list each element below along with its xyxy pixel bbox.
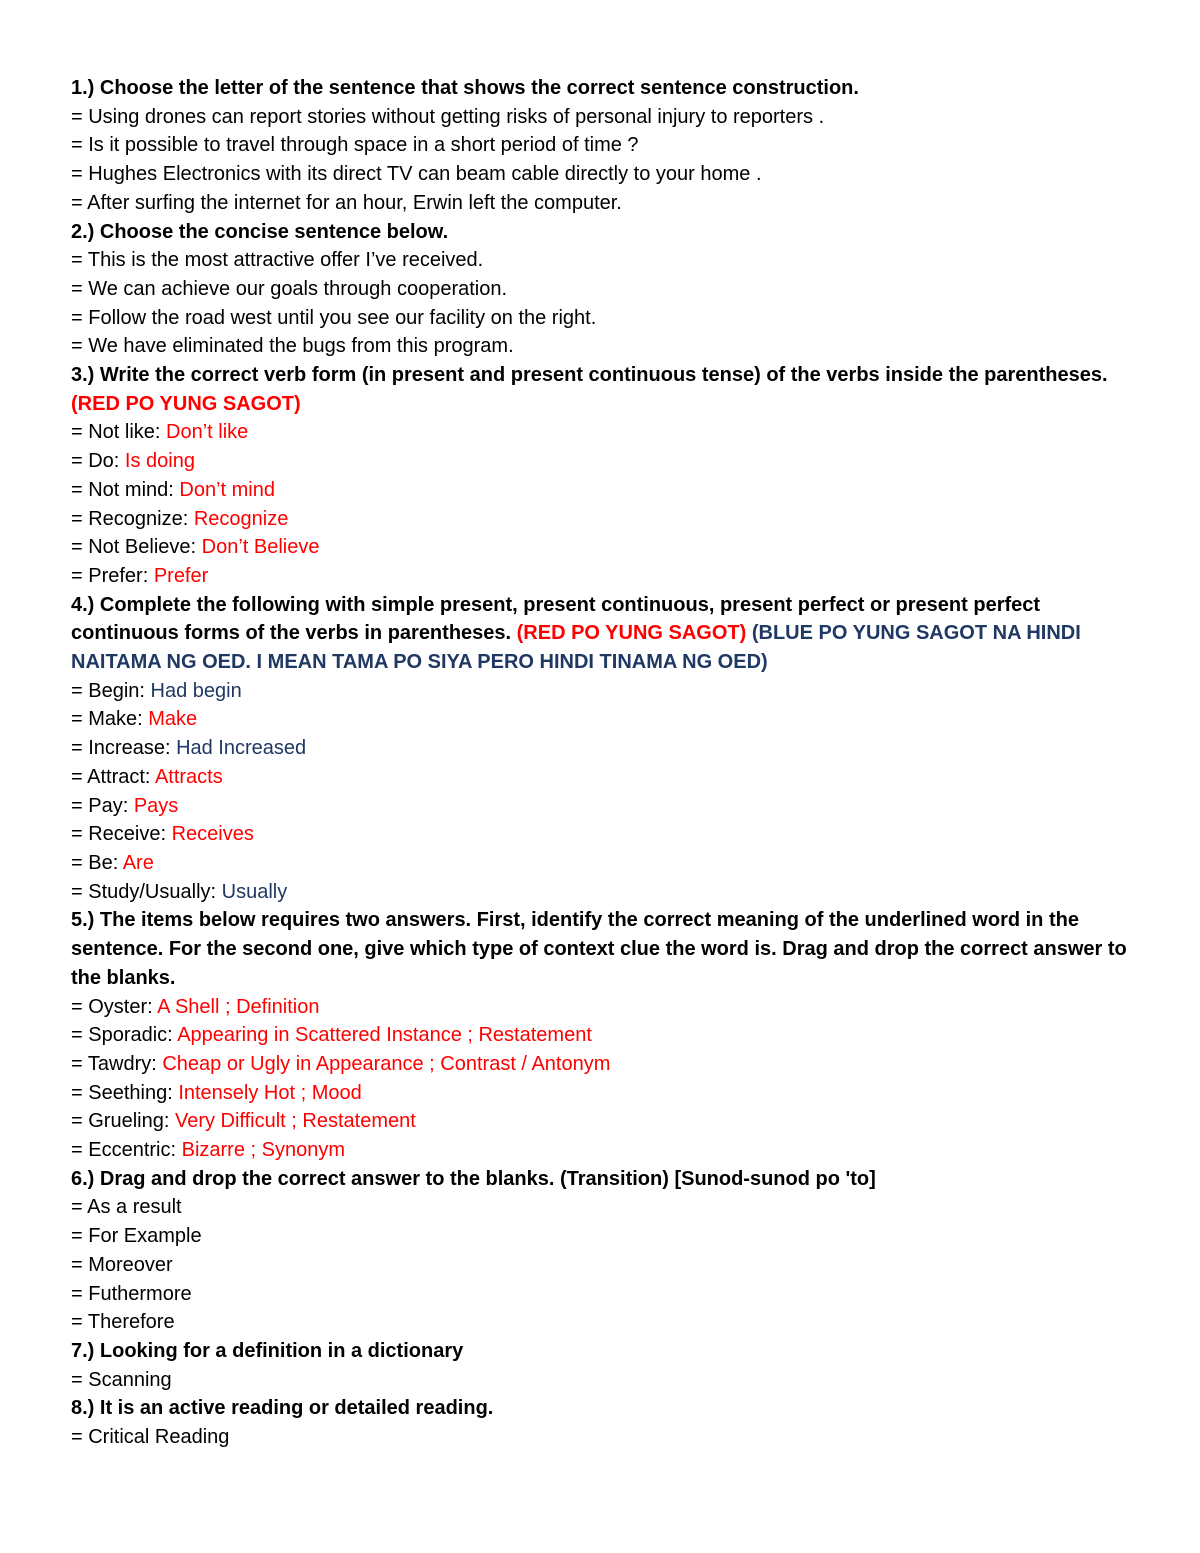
question-6-item: = As a result	[71, 1196, 182, 1219]
question-5-title: 5.) The items below requires two answers. First, identify the correct meaning of the underlined word in the sentence. For the second one, give which type of context clue the word is. Drag and drop the correct answer to the blanks.	[71, 909, 1127, 989]
item-answer: Intensely Hot ; Mood	[178, 1081, 362, 1104]
item-label: = Not mind:	[71, 478, 180, 501]
question-3-title	[71, 361, 1151, 418]
question-4-item	[71, 763, 1151, 792]
item-label: = Pay:	[71, 794, 134, 817]
question-6-item: = Moreover	[71, 1253, 173, 1276]
item-label: = Not Believe:	[71, 536, 202, 559]
question-6-text: 6.) Drag and drop the correct answer to the blanks.	[71, 1167, 555, 1190]
question-1-option: = Is it possible to travel through space in a short period of time ?	[71, 134, 639, 157]
item-answer: Don’t Believe	[201, 536, 320, 559]
item-answer: Don’t like	[166, 421, 249, 444]
question-3-text: 3.) Write the correct verb form (in present and present continuous tense) of the verbs inside the parentheses.	[71, 364, 1108, 387]
item-label: = Grueling:	[71, 1110, 175, 1133]
item-label: = Receive:	[71, 823, 172, 846]
item-answer: Pays	[133, 794, 179, 817]
document-page	[71, 74, 1151, 1452]
question-4-item	[71, 677, 1151, 706]
item-answer: Don’t mind	[179, 478, 275, 501]
question-5-item	[71, 1021, 1151, 1050]
question-4-item	[71, 820, 1151, 849]
question-3-item	[71, 476, 1151, 505]
item-label: = Study/Usually:	[71, 880, 222, 903]
question-4-item	[71, 734, 1151, 763]
question-5-item	[71, 1107, 1151, 1136]
question-5-item	[71, 1079, 1151, 1108]
item-answer: Had Increased	[176, 737, 307, 760]
question-7-answer: = Scanning	[71, 1368, 172, 1391]
item-label: = Tawdry:	[71, 1052, 163, 1075]
question-3-item	[71, 505, 1151, 534]
item-label: = Prefer:	[71, 564, 154, 587]
item-label: = Make:	[71, 708, 149, 731]
item-answer: A Shell ; Definition	[157, 995, 320, 1018]
question-6-title	[71, 1165, 1151, 1194]
item-answer: Very Difficult ; Restatement	[174, 1110, 416, 1133]
question-4-item	[71, 878, 1151, 907]
item-answer: Is doing	[124, 450, 195, 473]
question-2-option: = We have eliminated the bugs from this program.	[71, 335, 514, 358]
question-3-item	[71, 418, 1151, 447]
item-label: = Sporadic:	[71, 1024, 178, 1047]
item-answer: Had begin	[150, 679, 242, 702]
question-6-item: = For Example	[71, 1225, 202, 1248]
question-6-item: = Futhermore	[71, 1282, 192, 1305]
item-answer: Bizarre ; Synonym	[181, 1139, 345, 1162]
item-answer: Usually	[221, 880, 288, 903]
question-5-item	[71, 993, 1151, 1022]
item-answer: Prefer	[153, 564, 209, 587]
item-answer: Appearing in Scattered Instance ; Restatement	[177, 1024, 592, 1047]
question-3-item	[71, 533, 1151, 562]
item-answer: Are	[122, 851, 154, 874]
item-answer: Cheap or Ugly in Appearance ; Contrast / Antonym	[162, 1052, 611, 1075]
question-1-option: = After surfing the internet for an hour, Erwin left the computer.	[71, 191, 622, 214]
item-label: = Do:	[71, 450, 125, 473]
question-4-title	[71, 591, 1151, 677]
item-label: = Recognize:	[71, 507, 194, 530]
item-label: = Oyster:	[71, 995, 158, 1018]
item-answer: Receives	[171, 823, 254, 846]
question-2-option: = This is the most attractive offer I’ve received.	[71, 249, 484, 272]
item-answer: Make	[148, 708, 198, 731]
item-label: = Not like:	[71, 421, 167, 444]
question-5-item	[71, 1050, 1151, 1079]
blue-answer-note: (BLUE PO YUNG SAGOT NA HINDI NAITAMA NG OED. I MEAN TAMA PO SIYA PERO HINDI TINAMA NG OED)	[71, 622, 1081, 674]
question-3-item	[71, 562, 1151, 591]
question-4-item	[71, 849, 1151, 878]
question-4-item	[71, 792, 1151, 821]
red-answer-note: (RED PO YUNG SAGOT)	[71, 392, 301, 415]
question-2-option: = Follow the road west until you see our facility on the right.	[71, 306, 597, 329]
red-answer-note: (RED PO YUNG SAGOT)	[516, 622, 747, 645]
item-label: = Begin:	[71, 679, 151, 702]
item-label: = Seething:	[71, 1081, 179, 1104]
question-1-option: = Using drones can report stories without getting risks of personal injury to reporters .	[71, 105, 825, 128]
question-1-title: 1.) Choose the letter of the sentence that shows the correct sentence construction.	[71, 77, 859, 99]
item-label: = Be:	[71, 851, 123, 874]
item-label: = Eccentric:	[71, 1139, 182, 1162]
question-7-title: 7.) Looking for a definition in a dictionary	[71, 1339, 464, 1362]
item-answer: Attracts	[154, 765, 223, 788]
question-6-item: = Therefore	[71, 1311, 175, 1334]
item-label: = Attract:	[71, 765, 155, 788]
question-5-item	[71, 1136, 1151, 1165]
question-3-item	[71, 447, 1151, 476]
question-6-note: (Transition) [Sunod-sunod po 'to]	[554, 1167, 876, 1190]
question-8-answer: = Critical Reading	[71, 1426, 230, 1449]
question-2-option: = We can achieve our goals through cooperation.	[71, 277, 508, 300]
item-label: = Increase:	[71, 737, 177, 760]
item-answer: Recognize	[193, 507, 289, 530]
question-4-item	[71, 705, 1151, 734]
question-8-title: 8.) It is an active reading or detailed reading.	[71, 1397, 494, 1420]
question-2-title: 2.) Choose the concise sentence below.	[71, 220, 449, 243]
question-1-option: = Hughes Electronics with its direct TV can beam cable directly to your home .	[71, 163, 762, 186]
question-4-text: 4.) Complete the following with simple present, present continuous, present perfect or present perfect continuous forms of the verbs in parentheses.	[71, 593, 1041, 645]
